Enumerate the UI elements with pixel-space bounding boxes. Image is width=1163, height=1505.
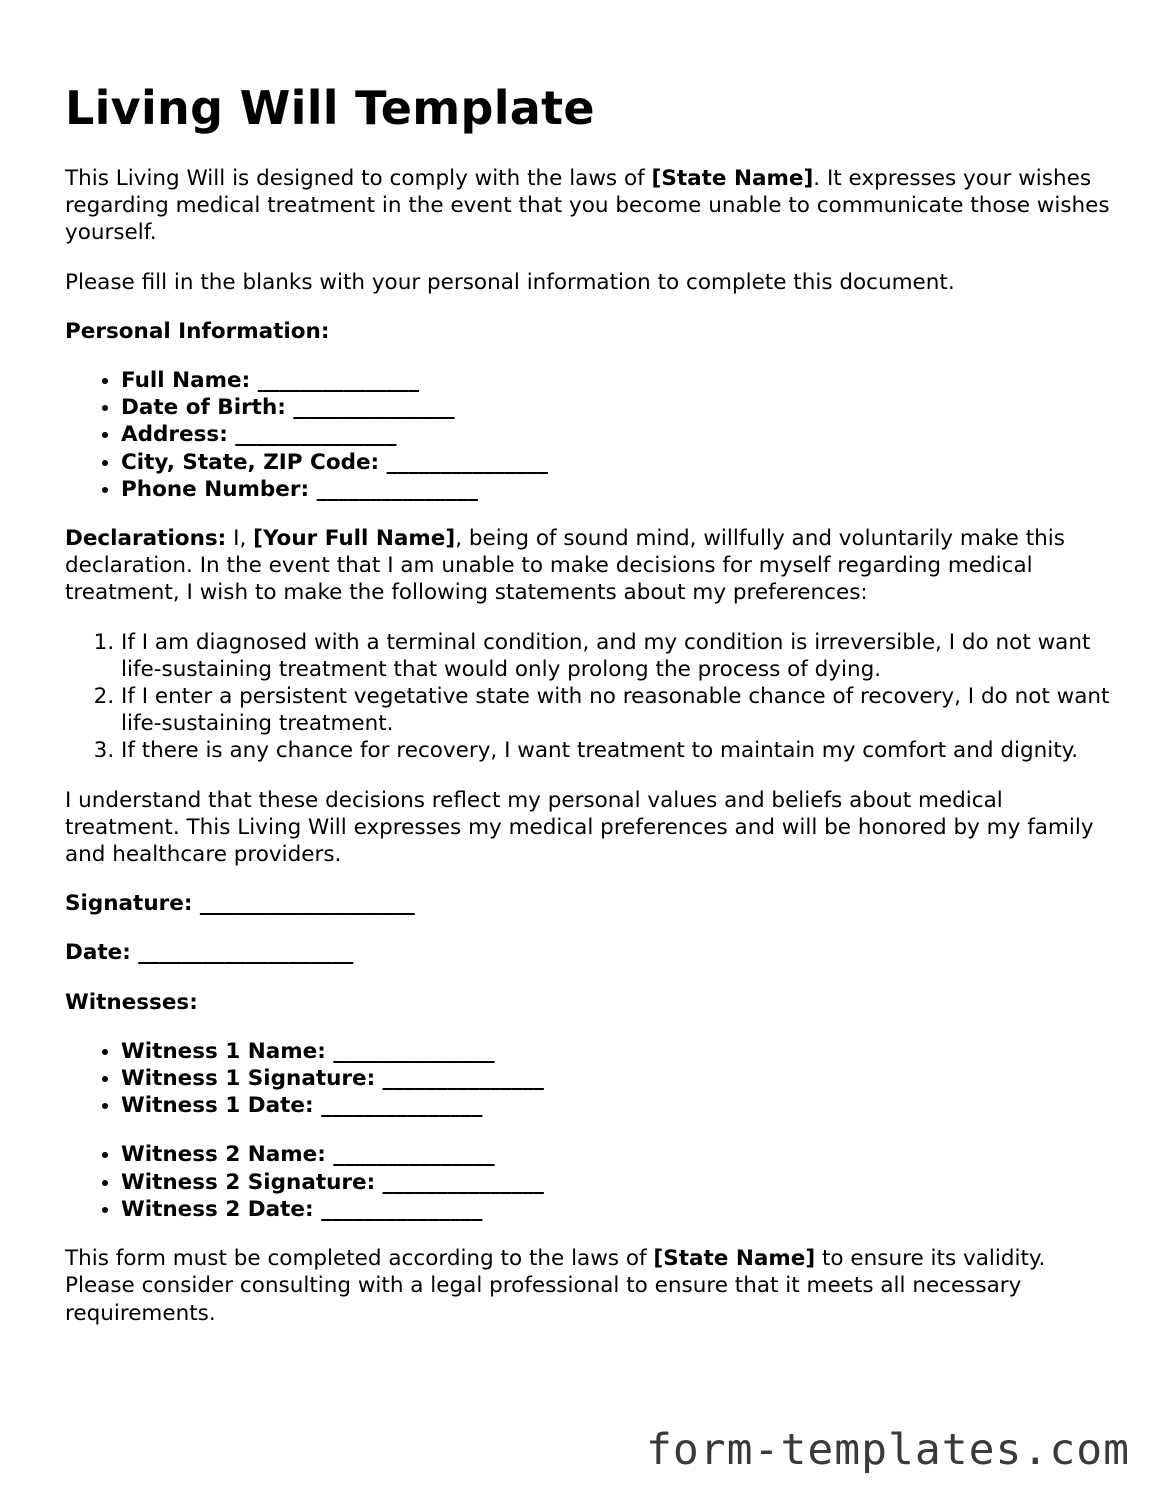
document-page bbox=[65, 78, 1115, 1349]
address-field[interactable]: • Address: _______________ bbox=[121, 421, 1115, 448]
phone-number-field[interactable]: • Phone Number: _______________ bbox=[121, 476, 1115, 503]
page-title: Living Will Template bbox=[65, 81, 595, 135]
signature-line[interactable] bbox=[65, 890, 1115, 917]
witness-2-date-field[interactable]: • Witness 2 Date: _______________ bbox=[121, 1196, 1115, 1223]
understanding-paragraph: I understand that these decisions reflect my personal values and beliefs about medical treatment. This Living Will expresses my medical preferences and will be honored by my family and healthcare providers. bbox=[65, 787, 1094, 868]
declarations-label: Declarations: bbox=[65, 526, 227, 552]
closing-text-1: This form must be completed according to the laws of bbox=[65, 1246, 654, 1272]
declarations-text-2: , being of sound mind, willfully and voluntarily make this declaration. In the event that I am unable to make decisions for myself regarding medical treatment, I wish to make the following statements about my preferences: bbox=[65, 526, 1065, 606]
statement-item: 1. If I am diagnosed with a terminal condition, and my condition is irreversible, I do not want life-sustaining treatment that would only prolong the process of dying. bbox=[121, 629, 1115, 683]
watermark-logo: form-templates.com bbox=[646, 1425, 1130, 1475]
intro-state-placeholder: [State Name] bbox=[651, 166, 814, 191]
signature-field[interactable]: Signature: ____________________ bbox=[65, 891, 415, 917]
statement-item: 3. If there is any chance for recovery, I want treatment to maintain my comfort and dignity. bbox=[121, 737, 1115, 764]
date-field[interactable]: Date: ____________________ bbox=[65, 940, 354, 966]
your-full-name-placeholder: [Your Full Name] bbox=[253, 526, 456, 552]
witness-2-signature-field[interactable]: • Witness 2 Signature: _______________ bbox=[121, 1169, 1115, 1196]
personal-info-heading-text: Personal Information: bbox=[65, 318, 330, 344]
witness-2-list bbox=[65, 1141, 1115, 1223]
witness-1-list bbox=[65, 1038, 1115, 1120]
statement-item: 2. If I enter a persistent vegetative state with no reasonable chance of recovery, I do not want life-sustaining treatment. bbox=[121, 683, 1115, 737]
intro-paragraph bbox=[65, 165, 1115, 247]
personal-info-list bbox=[65, 367, 1115, 503]
intro-text-1: This Living Will is designed to comply with the laws of bbox=[65, 166, 652, 191]
instructions-paragraph: Please fill in the blanks with your personal information to complete this document. bbox=[65, 269, 955, 295]
closing-paragraph bbox=[65, 1245, 1115, 1327]
witness-1-name-field[interactable]: • Witness 1 Name: _______________ bbox=[121, 1038, 1115, 1065]
declarations-text-1: I, bbox=[226, 526, 254, 552]
witnesses-heading bbox=[65, 989, 1115, 1016]
date-line[interactable] bbox=[65, 939, 1115, 966]
closing-state-placeholder: [State Name] bbox=[653, 1246, 816, 1272]
intro-text-2: . It expresses your wishes regarding medical treatment in the event that you become unable to communicate those wishes yourself. bbox=[65, 166, 1110, 246]
declaration-statements-list bbox=[65, 629, 1115, 765]
city-state-zip-field[interactable]: • City, State, ZIP Code: _______________ bbox=[121, 449, 1115, 476]
full-name-field[interactable]: • Full Name: _______________ bbox=[121, 367, 1115, 394]
witness-1-signature-field[interactable]: • Witness 1 Signature: _______________ bbox=[121, 1065, 1115, 1092]
date-of-birth-field[interactable]: • Date of Birth: _______________ bbox=[121, 394, 1115, 421]
personal-info-heading bbox=[65, 318, 1115, 345]
declarations-paragraph bbox=[65, 525, 1115, 607]
closing-text-2: to ensure its validity. Please consider consulting with a legal professional to ensure that it meets all necessary requirements. bbox=[65, 1246, 1046, 1326]
witness-2-name-field[interactable]: • Witness 2 Name: _______________ bbox=[121, 1141, 1115, 1168]
witness-1-date-field[interactable]: • Witness 1 Date: _______________ bbox=[121, 1092, 1115, 1119]
witnesses-heading-text: Witnesses: bbox=[65, 989, 198, 1015]
